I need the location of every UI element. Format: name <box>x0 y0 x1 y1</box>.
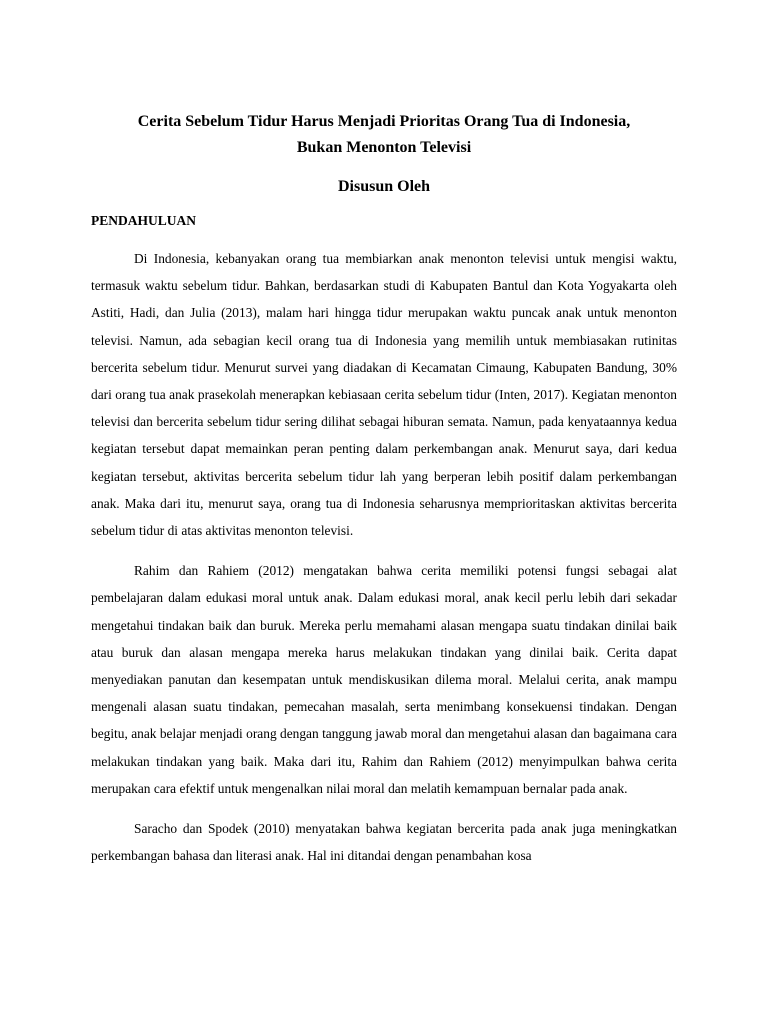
document-title-line-2: Bukan Menonton Televisi <box>296 139 472 156</box>
section-heading: PENDAHULUAN <box>91 213 197 228</box>
paragraph-1: Di Indonesia, kebanyakan orang tua membiarkan anak menonton televisi untuk mengisi waktu, termasuk waktu sebelum tidur. Bahkan, berdasarkan studi di Kabupaten Bantul dan Kota Yogyakarta oleh Astiti, Hadi, dan Julia (2013), malam hari hingga tidur merupakan waktu puncak anak untuk menonton televisi. Namun, ada sebagian kecil orang tua di Indonesia yang memilih untuk membiasakan rutinitas bercerita sebelum tidur. Menurut survei yang diadakan di Kecamatan Cimaung, Kabupaten Bandung, 30% dari orang tua anak prasekolah menerapkan kebiasaan cerita sebelum tidur (Inten, 2017). Kegiatan menonton televisi dan bercerita sebelum tidur sering dilihat sebagai hiburan semata. Namun, pada kenyataannya kedua kegiatan tersebut dapat memainkan peran penting dalam perkembangan anak. Menurut saya, dari kedua kegiatan tersebut, aktivitas bercerita sebelum tidur lah yang berperan lebih positif dalam perkembangan anak. Maka dari itu, menurut saya, orang tua di Indonesia seharusnya memprioritaskan aktivitas bercerita sebelum tidur di atas aktivitas menonton televisi. <box>91 251 677 539</box>
document-title-line-1: Cerita Sebelum Tidur Harus Menjadi Prioritas Orang Tua di Indonesia, <box>137 113 631 130</box>
document-title <box>91 109 677 161</box>
paragraph-2: Rahim dan Rahiem (2012) mengatakan bahwa cerita memiliki potensi fungsi sebagai alat pembelajaran dalam edukasi moral untuk anak. Dalam edukasi moral, anak kecil perlu lebih dari sekadar mengetahui tindakan baik dan buruk. Mereka perlu memahami alasan mengapa suatu tindakan dinilai baik atau buruk dan alasan mengapa mereka harus melakukan tindakan yang dinilai baik. Cerita dapat menyediakan panutan dan kesempatan untuk mendiskusikan dilema moral. Melalui cerita, anak mampu mengenali alasan suatu tindakan, pemecahan masalah, serta menimbang konsekuensi tindakan. Dengan begitu, anak belajar menjadi orang dengan tanggung jawab moral dan mengetahui alasan dan bagaimana cara melakukan tindakan yang baik. Maka dari itu, Rahim dan Rahiem (2012) menyimpulkan bahwa cerita merupakan cara efektif untuk mengenalkan nilai moral dan melatih kemampuan bernalar pada anak. <box>91 563 677 796</box>
paragraph-3: Saracho dan Spodek (2010) menyatakan bahwa kegiatan bercerita pada anak juga meningkatkan perkembangan bahasa dan literasi anak. Hal ini ditandai dengan penambahan kosa <box>91 821 677 864</box>
author-line: Disusun Oleh <box>337 178 431 195</box>
document-page <box>91 0 677 869</box>
